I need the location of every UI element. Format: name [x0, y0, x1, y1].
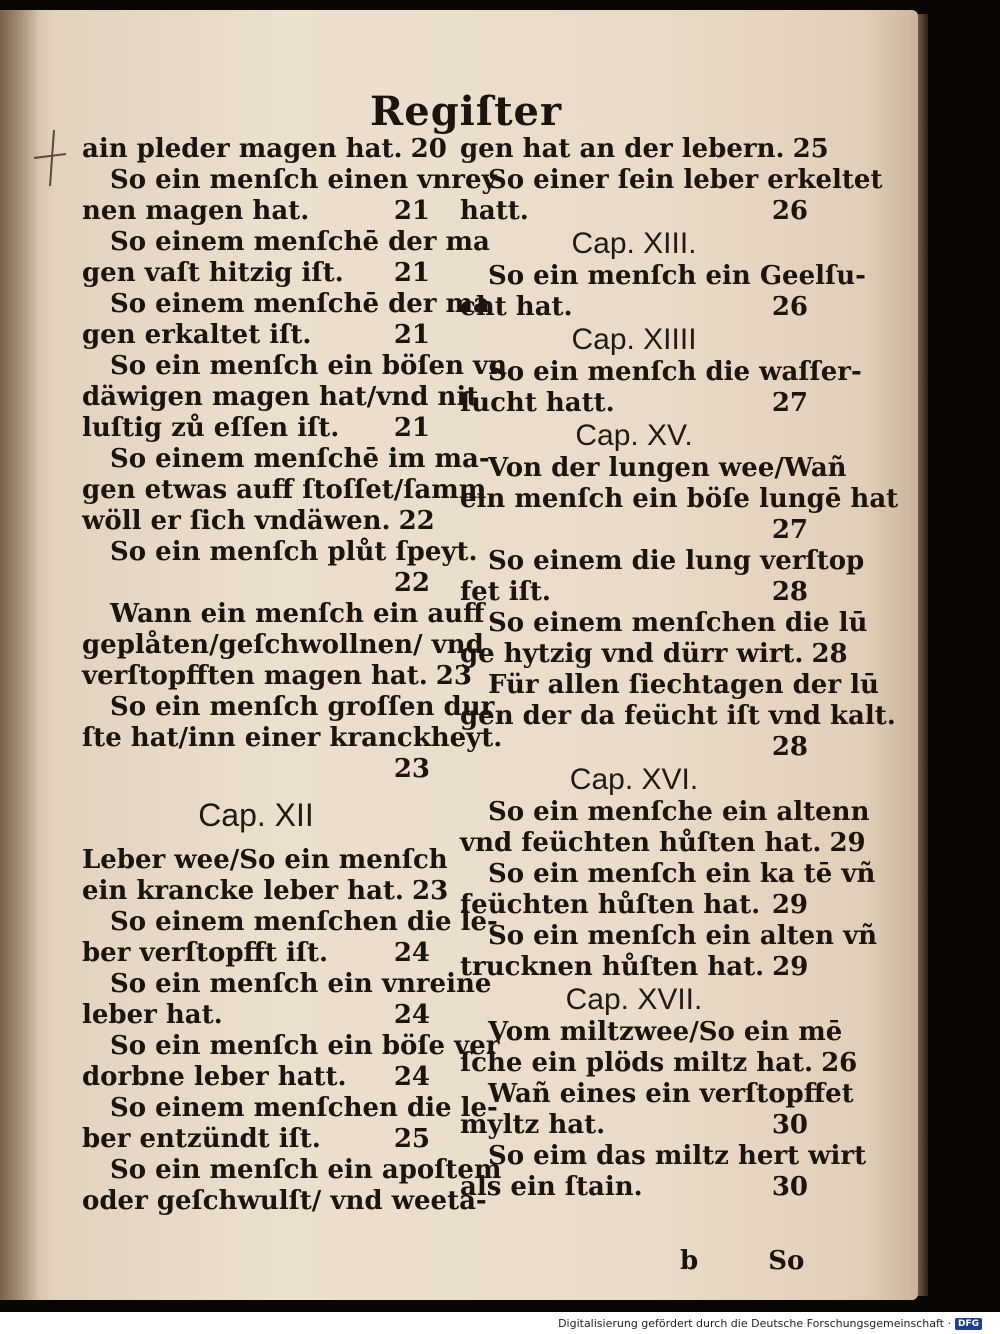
register-entry	[82, 444, 490, 475]
entry-text: So ein menſch groſſen dur	[110, 692, 495, 722]
page-number: 21	[393, 320, 430, 350]
entry-text: däwigen magen hat/vnd nit	[82, 382, 479, 412]
entry-text: So einem menſchē der ma	[110, 289, 490, 319]
register-entry	[82, 134, 447, 165]
entry-text: dorbne leber hatt.	[82, 1062, 347, 1092]
entry-text: So einem die lung verſtop	[488, 546, 865, 576]
register-entry	[460, 515, 808, 546]
chapter-heading: Cap. XII	[198, 797, 314, 833]
page-number: 26	[821, 1048, 858, 1078]
register-entry	[82, 1186, 487, 1217]
register-entry	[460, 388, 808, 419]
register-entry	[82, 599, 485, 630]
entry-text: ſche ein plöds miltz hat.	[460, 1048, 814, 1078]
register-entry	[460, 453, 847, 484]
entry-text: feüchten hůſten hat.	[460, 890, 761, 920]
entry-text: ge hytzig vnd dürr wirt.	[460, 639, 804, 669]
right-column	[460, 134, 899, 1203]
chapter-heading: Cap. XV.	[575, 419, 693, 452]
page-number: 29	[829, 828, 866, 858]
page-number: 24	[393, 1000, 430, 1030]
entry-text: ein krancke leber hat.	[82, 876, 404, 906]
entry-text: ſucht hatt.	[460, 388, 615, 418]
entry-text: cht hat.	[460, 292, 573, 322]
entry-text: nen magen hat.	[82, 196, 310, 226]
catchwords	[680, 1246, 804, 1276]
register-entry	[82, 630, 484, 661]
running-head: Regiſter	[370, 88, 563, 135]
register-entry	[460, 828, 866, 859]
register-entry	[82, 1155, 502, 1186]
page-number: 20	[410, 134, 447, 164]
entry-text: So ein menſche ein altenn	[488, 797, 870, 827]
page-number: 26	[771, 292, 808, 322]
entry-text: hatt.	[460, 196, 529, 226]
page-number: 30	[771, 1172, 808, 1202]
entry-text: als ein ſtain.	[460, 1172, 643, 1202]
register-entry	[460, 577, 808, 608]
register-entry	[460, 639, 848, 670]
entry-text: trucknen hůſten hat.	[460, 952, 765, 982]
register-entry	[82, 723, 503, 754]
pen-mark-icon	[28, 128, 68, 188]
register-entry	[82, 227, 490, 258]
entry-text: So ein menſch ein vnreine	[110, 969, 492, 999]
register-entry	[460, 890, 808, 921]
page-number: 21	[393, 196, 430, 226]
register-entry	[460, 670, 879, 701]
entry-text: So einem menſchē der ma	[110, 227, 490, 257]
entry-text: Leber wee/So ein menſch	[82, 845, 448, 875]
entry-text: fet iſt.	[460, 577, 551, 607]
register-entry	[460, 484, 899, 515]
register-entry	[460, 546, 865, 577]
register-entry	[460, 797, 870, 828]
register-entry	[82, 289, 490, 320]
page-number: 22	[398, 506, 435, 536]
entry-text: ſte hat/inn einer kranckheyt.	[82, 723, 503, 753]
register-entry	[82, 969, 492, 1000]
page-number: 28	[811, 639, 848, 669]
entry-text: So ein menſch einen vnrey	[110, 165, 497, 195]
register-entry	[82, 1062, 430, 1093]
register-entry	[460, 165, 883, 196]
register-entry	[460, 921, 878, 952]
page-number: 30	[771, 1110, 808, 1140]
register-entry	[82, 754, 430, 785]
page-number: 25	[792, 134, 829, 164]
register-entry	[82, 1031, 500, 1062]
page-number: 23	[411, 876, 449, 906]
chapter-heading: Cap. XIIII	[571, 323, 697, 356]
register-entry	[460, 292, 808, 323]
register-entry	[82, 876, 449, 907]
entry-text: luſtig zů eſſen iſt.	[82, 413, 340, 443]
entry-text: So einer ſein leber erkeltet	[488, 165, 883, 195]
entry-text: gen etwas auff ſtoſſet/ſamm	[82, 475, 487, 505]
register-entry	[460, 1017, 843, 1048]
entry-text: So einem menſchen die le-	[110, 1093, 498, 1123]
register-entry	[82, 506, 435, 537]
gutter-shadow	[0, 10, 40, 1300]
entry-text: ber verſtopfft iſt.	[82, 938, 329, 968]
register-entry	[460, 1079, 854, 1110]
entry-text: So einem menſchen die le-	[110, 907, 498, 937]
register-entry	[460, 261, 866, 292]
entry-text: So ein menſch ein Geelſu-	[488, 261, 866, 291]
register-entry	[460, 952, 808, 983]
entry-text: Von der lungen wee/Wañ	[488, 453, 847, 483]
register-entry	[460, 701, 896, 732]
signature-mark: b	[680, 1246, 699, 1276]
entry-text: So ein menſch ein alten vñ	[488, 921, 878, 951]
entry-text: So ein menſch ein böſe ver	[110, 1031, 500, 1061]
entry-text: Vom miltzwee/So ein mē	[488, 1017, 843, 1047]
entry-text: verſtopfften magen hat.	[82, 661, 428, 691]
entry-text: gen hat an der lebern.	[460, 134, 785, 164]
register-entry	[460, 134, 829, 165]
register-entry	[82, 165, 497, 196]
book-page	[0, 10, 918, 1300]
page-number: 28	[771, 732, 808, 762]
entry-text: gen erkaltet iſt.	[82, 320, 312, 350]
entry-text: Wann ein menſch ein auff	[110, 599, 485, 629]
page-number: 27	[771, 515, 808, 545]
footer-credit	[558, 1317, 982, 1330]
register-entry	[82, 1093, 498, 1124]
register-entry	[460, 1141, 867, 1172]
register-entry	[82, 196, 430, 227]
page-number: 21	[393, 258, 430, 288]
register-entry	[82, 382, 479, 413]
register-entry	[460, 357, 862, 388]
entry-text: So einem menſchen die lū	[488, 608, 868, 638]
register-entry	[460, 1172, 808, 1203]
register-entry	[460, 1110, 808, 1141]
entry-text: myltz hat.	[460, 1110, 606, 1140]
page-number: 29	[771, 890, 808, 920]
page-number: 21	[393, 413, 430, 443]
register-entry	[82, 845, 448, 876]
page-edge	[918, 14, 928, 1296]
page-number: 29	[772, 952, 809, 982]
register-entry	[82, 938, 430, 969]
page-number: 28	[771, 577, 808, 607]
page-number: 23	[435, 661, 472, 691]
entry-text: Wañ eines ein verſtopffet	[488, 1079, 854, 1109]
entry-text: ain pleder magen hat.	[82, 134, 403, 164]
register-entry	[82, 537, 478, 568]
register-entry	[82, 661, 472, 692]
register-entry	[82, 413, 430, 444]
entry-text: gen der da feücht iſt vnd kalt.	[460, 701, 896, 731]
entry-text: leber hat.	[82, 1000, 223, 1030]
dfg-logo-icon: DFG	[955, 1318, 982, 1330]
entry-text: So ein menſch ein ka tē vñ	[488, 859, 876, 889]
register-entry	[82, 258, 430, 289]
register-entry	[82, 1000, 430, 1031]
register-entry	[82, 1124, 430, 1155]
entry-text: So ein menſch ein böſen vn	[110, 351, 508, 381]
entry-text: oder geſchwulſt/ vnd weeta-	[82, 1186, 487, 1216]
catchword: So	[768, 1246, 805, 1276]
entry-text: So ein menſch ein apoſtem	[110, 1155, 502, 1185]
register-entry	[460, 859, 876, 890]
entry-text: wöll er ſich vndäwen.	[82, 506, 391, 536]
entry-text: gen vaſt hitzig iſt.	[82, 258, 344, 288]
entry-text: So eim das miltz hert wirt	[488, 1141, 867, 1171]
entry-text: So einem menſchē im ma-	[110, 444, 490, 474]
register-entry	[82, 351, 508, 382]
page-number: 24	[393, 1062, 430, 1092]
register-entry	[82, 907, 498, 938]
page-number: 27	[771, 388, 808, 418]
entry-text: ein menſch ein böſe lungē hat	[460, 484, 899, 514]
register-entry	[82, 568, 430, 599]
page-number: 24	[393, 938, 430, 968]
page-number: 25	[393, 1124, 430, 1154]
chapter-heading: Cap. XIII.	[571, 227, 697, 260]
entry-text: So ein menſch die waſſer-	[488, 357, 862, 387]
chapter-heading: Cap. XVII.	[565, 983, 703, 1016]
entry-text: vnd feüchten hůſten hat.	[460, 828, 822, 858]
page-number: 26	[771, 196, 808, 226]
register-entry	[82, 692, 495, 723]
register-entry	[460, 608, 868, 639]
footer-credit-text: Digitalisierung gefördert durch die Deutsche Forschungsgemeinschaft ·	[558, 1317, 951, 1330]
register-entry	[460, 196, 808, 227]
page-number: 23	[393, 754, 430, 784]
entry-text: ber entzündt iſt.	[82, 1124, 321, 1154]
register-entry	[82, 475, 487, 506]
register-entry	[460, 732, 808, 763]
register-entry	[460, 1048, 858, 1079]
entry-text: Für allen ſiechtagen der lū	[488, 670, 879, 700]
register-entry	[82, 320, 430, 351]
entry-text: So ein menſch plůt ſpeyt.	[110, 537, 478, 567]
chapter-heading: Cap. XVI.	[569, 763, 699, 796]
page-number: 22	[393, 568, 430, 598]
entry-text: geplåten/geſchwollnen/ vnd	[82, 630, 484, 660]
